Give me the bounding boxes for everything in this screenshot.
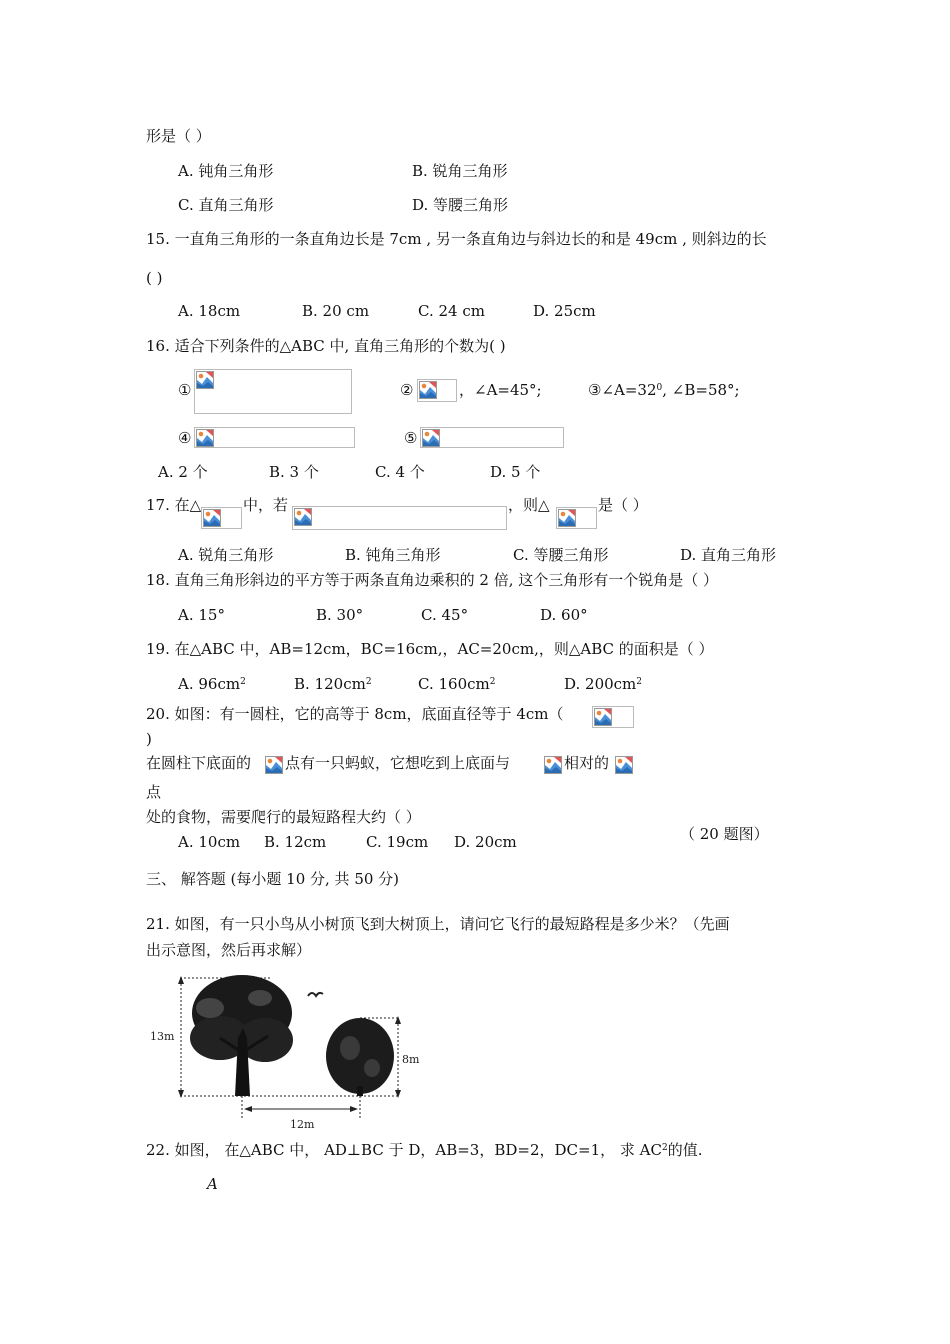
q20-line-3: 点 — [146, 783, 162, 801]
q20-line-2a: 在圆柱下底面的 — [146, 754, 252, 772]
q20-line-2c: 相对的 — [564, 754, 610, 772]
q19-option-d — [564, 674, 642, 694]
q14-option-b: B. 锐角三角形 — [412, 162, 508, 180]
broken-image-icon — [558, 509, 576, 527]
big-tree-icon — [190, 975, 293, 1096]
q19-text: 19. 在△ABC 中，AB=12cm，BC=16cm,，AC=20cm,，则△ABC 的面积是（ ） — [146, 640, 714, 658]
q16-cond-4-image — [194, 427, 355, 448]
q16-cond-3-tail: , ∠B=58°; — [662, 381, 740, 399]
q20-line-4: 处的食物，需要爬行的最短路程大约（ ） — [146, 808, 421, 826]
q20-figure-caption: （ 20 题图） — [680, 825, 769, 843]
broken-image-icon — [265, 756, 283, 774]
q16-cond-3-sup: 0 — [656, 383, 663, 393]
q19-option-b — [294, 674, 372, 694]
q17-part-4: 是（ ） — [598, 496, 648, 514]
q15-option-a: A. 18cm — [178, 302, 241, 320]
q16-cond-5-marker: ⑤ — [404, 429, 418, 447]
q17-condition-image — [292, 506, 507, 530]
broken-image-icon — [294, 508, 312, 526]
q16-cond-1-marker: ① — [178, 381, 192, 399]
q15-paren: ( ) — [146, 269, 163, 287]
q15-option-c: C. 24 cm — [418, 302, 485, 320]
q16-option-a: A. 2 个 — [158, 463, 208, 481]
q18-option-c: C. 45° — [421, 606, 469, 624]
q16-cond-3-text: ③∠A=32 — [588, 381, 657, 399]
q16-text: 16. 适合下列条件的△ABC 中, 直角三角形的个数为( ) — [146, 337, 506, 355]
q20-line-2b: 点有一只蚂蚁，它想吃到上底面与 — [285, 754, 511, 772]
q22-figure-label-a: A — [207, 1175, 218, 1193]
q17-triangle-image-2 — [556, 507, 597, 529]
broken-image-icon — [196, 429, 214, 447]
q20-formula-image — [592, 706, 634, 728]
q19-option-d-text: D. 200cm — [564, 675, 637, 693]
q17-part-2: 中，若 — [243, 496, 289, 514]
q19-option-c-sup: 2 — [489, 677, 496, 687]
broken-image-icon — [419, 381, 437, 399]
q17-option-d: D. 直角三角形 — [680, 546, 777, 564]
q21-left-height-label: 13m — [150, 1030, 175, 1043]
q17-option-a: A. 锐角三角形 — [178, 546, 274, 564]
q16-cond-4-marker: ④ — [178, 429, 192, 447]
q14-option-c: C. 直角三角形 — [178, 196, 274, 214]
q17-triangle-image — [201, 507, 242, 529]
broken-image-icon — [203, 509, 221, 527]
q18-option-d: D. 60° — [540, 606, 588, 624]
broken-image-icon — [422, 429, 440, 447]
q21-distance-label: 12m — [290, 1118, 315, 1131]
q22-text — [146, 1140, 703, 1160]
q19-option-a — [178, 674, 246, 694]
q19-option-b-text: B. 120cm — [294, 675, 366, 693]
q17-part-3: ，则△ — [508, 496, 550, 514]
q14-option-d: D. 等腰三角形 — [412, 196, 509, 214]
q20-line-1-close: ) — [146, 730, 152, 748]
q20-option-d: D. 20cm — [454, 833, 517, 851]
q18-option-a: A. 15° — [178, 606, 225, 624]
bird-icon — [308, 993, 323, 996]
q16-option-d: D. 5 个 — [490, 463, 541, 481]
q20-line-1: 20. 如图：有一圆柱，它的高等于 8cm，底面直径等于 4cm（ — [146, 705, 564, 723]
q21-right-height-label: 8m — [402, 1053, 420, 1066]
q17-option-c: C. 等腰三角形 — [513, 546, 609, 564]
q19-option-c — [418, 674, 495, 694]
q21-trees-figure — [150, 968, 430, 1132]
q22-text-main: 22. 如图， 在△ABC 中， AD⊥BC 于 D，AB=3，BD=2，DC=1， 求 AC — [146, 1141, 662, 1159]
broken-image-icon — [594, 708, 612, 726]
q17-part-1: 17. 在△ — [146, 496, 202, 514]
q18-option-b: B. 30° — [316, 606, 364, 624]
q16-cond-2-marker: ② — [400, 381, 414, 399]
small-tree-icon — [326, 1018, 394, 1096]
q16-cond-5-image — [420, 427, 564, 448]
q19-option-a-sup: 2 — [240, 677, 246, 687]
q15-option-b: B. 20 cm — [302, 302, 370, 320]
q19-option-d-sup: 2 — [636, 677, 643, 687]
q16-option-c: C. 4 个 — [375, 463, 425, 481]
q21-line-2: 出示意图，然后再求解） — [146, 941, 312, 959]
q20-option-a: A. 10cm — [178, 833, 241, 851]
q16-cond-2-text: ，∠A=45°; — [459, 381, 542, 399]
q17-option-b: B. 钝角三角形 — [345, 546, 441, 564]
broken-image-icon — [544, 756, 562, 774]
broken-image-icon — [615, 756, 633, 774]
q14-option-a: A. 钝角三角形 — [178, 162, 274, 180]
q22-tail: 的值. — [667, 1141, 703, 1159]
q20-option-b: B. 12cm — [264, 833, 327, 851]
q19-option-c-text: C. 160cm — [418, 675, 490, 693]
section-3-heading: 三、 解答题 (每小题 10 分, 共 50 分) — [146, 870, 400, 888]
q22-sup: 2 — [661, 1143, 668, 1153]
q19-option-a-text: A. 96cm — [178, 675, 241, 693]
q18-text: 18. 直角三角形斜边的平方等于两条直角边乘积的 2 倍, 这个三角形有一个锐角是（ ） — [146, 571, 719, 589]
q21-line-1: 21. 如图，有一只小鸟从小树顶飞到大树顶上，请问它飞行的最短路程是多少米？（先画 — [146, 915, 730, 933]
broken-image-icon — [196, 371, 214, 389]
q15-option-d: D. 25cm — [533, 302, 596, 320]
q16-cond-2-image — [417, 379, 457, 402]
q16-cond-1-image — [194, 369, 352, 414]
q19-option-b-sup: 2 — [365, 677, 372, 687]
q16-option-b: B. 3 个 — [269, 463, 319, 481]
q14-tail: 形是（ ） — [146, 127, 211, 145]
q15-text: 15. 一直角三角形的一条直角边长是 7cm , 另一条直角边与斜边长的和是 49cm , 则斜边的长 — [146, 230, 767, 248]
q16-cond-3 — [588, 380, 740, 400]
q20-option-c: C. 19cm — [366, 833, 429, 851]
